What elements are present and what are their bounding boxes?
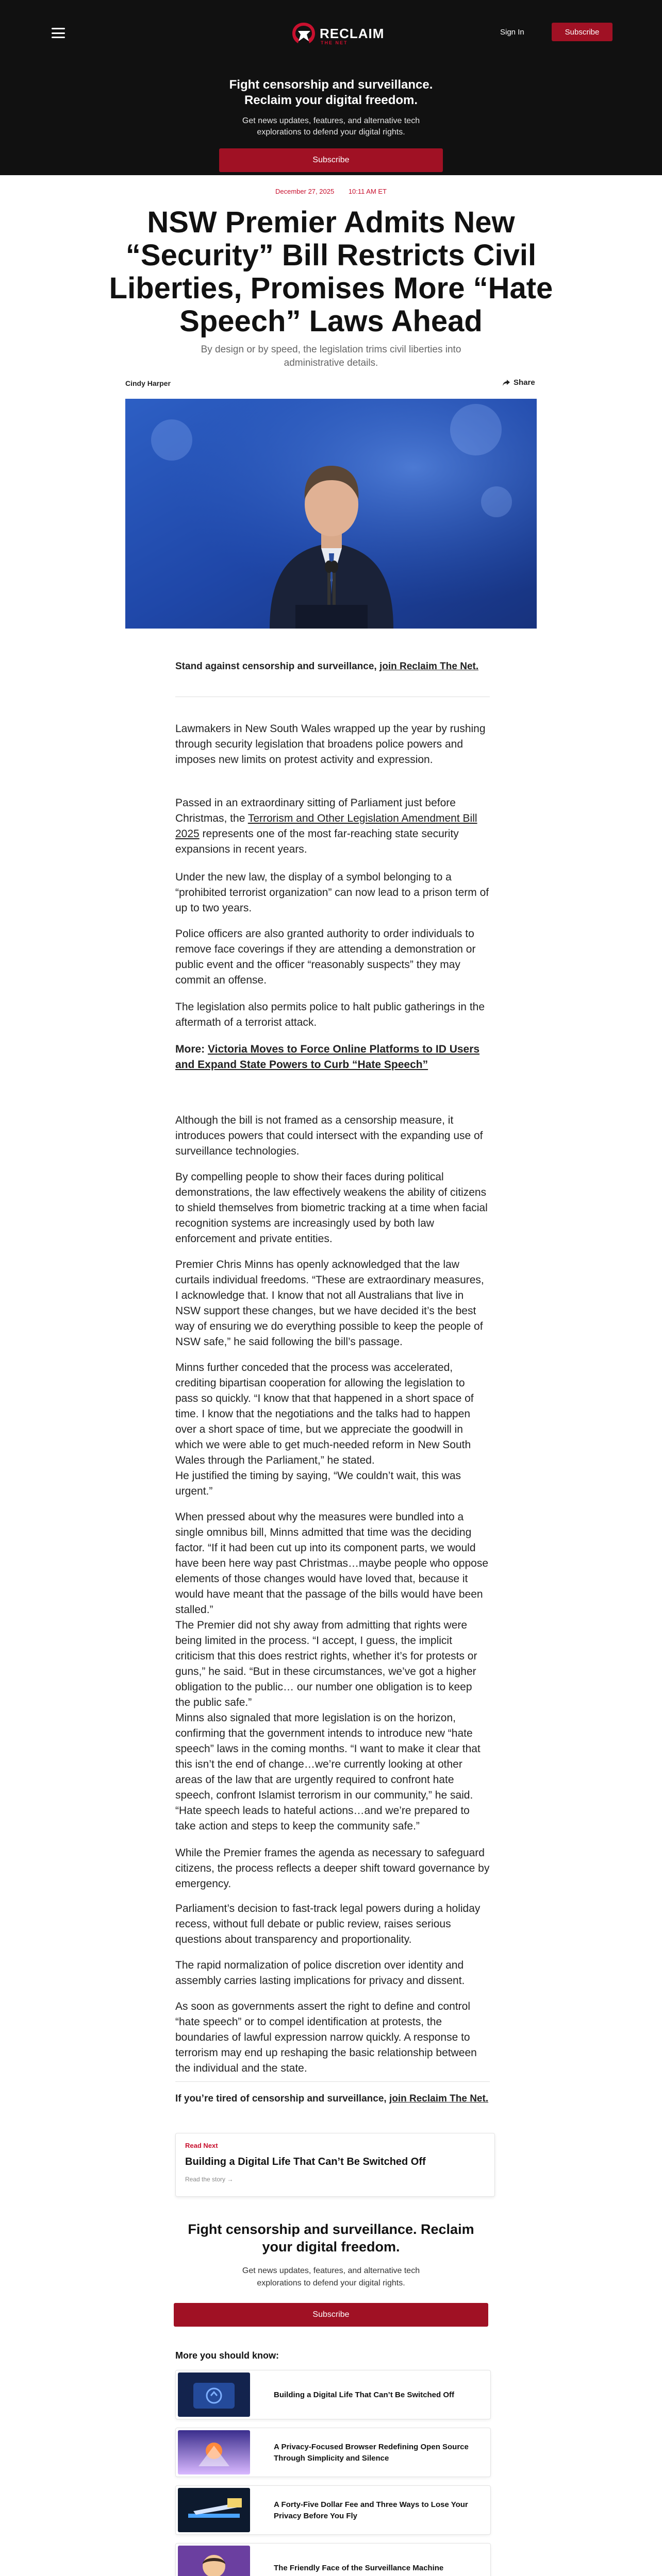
read-next-title: Building a Digital Life That Can’t Be Switched Off <box>185 2156 426 2167</box>
menu-icon[interactable] <box>52 28 65 38</box>
paragraph: Police officers are also granted authority to order individuals to remove face coverings if they are attending a demonstration or public event and the officer “reasonably suspects” they may commit an offense. <box>175 928 476 986</box>
paragraph: By compelling people to show their faces during political demonstrations, the law effectively weakens the ability of citizens to shield themselves from biometric tracking at a time when facial recognition systems are increasingly used by both law enforcement and private entities. <box>175 1171 488 1245</box>
related-card[interactable] <box>175 2370 491 2419</box>
more-you-should-know-title: More you should know: <box>175 2350 279 2361</box>
related-title: A Privacy-Focused Browser Redefining Open Source Through Simplicity and Silence <box>274 2443 469 2463</box>
paragraph: He justified the timing by saying, “We couldn’t wait, this was urgent.” <box>175 1470 461 1497</box>
read-next-label: Read Next <box>185 2142 218 2149</box>
cta-top <box>175 659 490 674</box>
hero-image <box>125 399 537 629</box>
paragraph: Minns further conceded that the process was accelerated, crediting bipartisan cooperation for allowing the legislation to pass so quickly. “I know that that happened in a short space of time. I know that the negotiations and the talks had to happen over a short space of time, but we appreciate the goodwill in which we were able to get much-needed reform in New South Wales through the Parliament,” he stated. <box>175 1362 474 1466</box>
sign-in-link[interactable]: Sign In <box>500 28 524 37</box>
join-link-top[interactable]: join Reclaim The Net. <box>379 661 479 672</box>
banner-text: Get news updates, features, and alternative tech explorations to defend your digital rights. <box>242 116 420 137</box>
paragraph: When pressed about why the measures were bundled into a single omnibus bill, Minns admitted that time was the deciding factor. “If it had been cut up into its component parts, we would have been here way past Christmas…maybe people who oppose elements of those changes would have loved that, because it would have meant that the passage of the bills would have been stalled.” <box>175 1511 489 1616</box>
read-next-card[interactable] <box>175 2133 495 2197</box>
brand-name: RECLAIM <box>320 26 385 41</box>
article-date: December 27, 2025 <box>275 188 335 195</box>
related-title: A Forty-Five Dollar Fee and Three Ways to Lose Your Privacy Before You Fly <box>274 2500 468 2520</box>
divider <box>175 2081 490 2082</box>
paragraph: The rapid normalization of police discretion over identity and assembly carries lasting implications for privacy and dissent. <box>175 1959 465 1987</box>
related-thumbnail <box>178 2546 250 2576</box>
related-card[interactable] <box>175 2428 491 2477</box>
cta-bottom <box>175 2092 490 2106</box>
share-icon <box>502 379 510 387</box>
related-card[interactable] <box>175 2485 491 2535</box>
reclaim-logo-icon <box>290 21 318 48</box>
site-nav <box>0 0 662 67</box>
share-label: Share <box>514 378 535 387</box>
paragraph-text: represents one of the most far-reaching state security expansions in recent years. <box>175 828 459 855</box>
paragraph: Under the new law, the display of a symbol belonging to a “prohibited terrorist organization” can now lead to a prison term of up to two years. <box>175 871 489 914</box>
more-label: More: <box>175 1043 208 1055</box>
bill-link[interactable]: Terrorism and Other Legislation Amendment Bill 2025 <box>175 812 477 840</box>
top-banner <box>0 0 662 175</box>
banner-subscribe-button[interactable]: Subscribe <box>219 148 443 172</box>
article-dateline <box>0 188 662 195</box>
related-title: Building a Digital Life That Can’t Be Switched Off <box>274 2391 455 2399</box>
related-card[interactable] <box>175 2543 491 2576</box>
paragraph: Lawmakers in New South Wales wrapped up the year by rushing through security legislation that broadens police powers and imposes new limits on protest activity and expression. <box>175 723 486 766</box>
article-title: NSW Premier Admits New “Security” Bill Restricts Civil Liberties, Promises More “Hate Speech” Laws Ahead <box>109 206 553 338</box>
paragraph: Premier Chris Minns has openly acknowledged that the law curtails individual freedoms. “These are extraordinary measures, I acknowledge that. I know that not all Australians that live in NSW support these changes, but we have decided it’s the best way of ensuring we do everything possible to keep the people of NSW safe,” he said following the bill’s passage. <box>175 1259 484 1348</box>
signup-headline: Fight censorship and surveillance. Reclaim your digital freedom. <box>188 2222 474 2255</box>
related-thumbnail <box>178 2430 250 2475</box>
paragraph-text: Passed in an extraordinary sitting of Parliament just before Christmas, the <box>175 797 456 824</box>
related-thumbnail <box>178 2372 250 2417</box>
related-thumbnail <box>178 2488 250 2532</box>
paragraph: The Premier did not shy away from admitting that rights were being limited in the process. “I accept, I guess, the implicit criticism that this does restrict rights, whether it’s for protests or guns,” he said. “But in these circumstances, we’ve got a higher obligation to the public… our number one obligation is to keep the public safe.” <box>175 1619 477 1708</box>
article-dek: By design or by speed, the legislation trims civil liberties into administrative details. <box>201 344 461 368</box>
related-title: The Friendly Face of the Surveillance Machine <box>274 2564 444 2572</box>
signup-text: Get news updates, features, and alternative tech explorations to defend your digital rights. <box>242 2266 420 2287</box>
newsletter-banner <box>0 77 662 172</box>
brand-subtitle: THE NET <box>321 40 348 45</box>
hero-photo-illustration <box>125 399 537 629</box>
paragraph: While the Premier frames the agenda as necessary to safeguard citizens, the process reflects a deeper shift toward governance by emergency. <box>175 1847 490 1890</box>
share-button[interactable] <box>502 378 535 387</box>
more-link-paragraph <box>175 1042 490 1073</box>
banner-headline: Fight censorship and surveillance. Reclaim your digital freedom. <box>229 78 433 107</box>
signup-subscribe-button[interactable]: Subscribe <box>174 2303 488 2327</box>
paragraph: Minns also signaled that more legislation is on the horizon, confirming that the government intends to introduce new “hate speech” laws in the coming months. “I want to make it clear that this isn’t the end of change…we’re currently looking at other areas of the law that are urgently required to confront hate speech, confront Islamist terrorism in our community,” he said. “Hate speech leads to hateful actions…and we’re prepared to take action and steps to keep the community safe.” <box>175 1712 481 1832</box>
cta-top-text: Stand against censorship and surveillance, <box>175 661 379 672</box>
article-time: 10:11 AM ET <box>348 188 387 195</box>
related-article-link[interactable]: Victoria Moves to Force Online Platforms to ID Users and Expand State Powers to Curb “Hate Speech” <box>175 1043 480 1071</box>
article-author: Cindy Harper <box>125 379 171 387</box>
header-subscribe-button[interactable]: Subscribe <box>552 23 613 41</box>
join-link-bottom[interactable]: join Reclaim The Net. <box>389 2093 489 2104</box>
paragraph: As soon as governments assert the right to define and control “hate speech” or to compel identification at protests, the boundaries of lawful expression narrow quickly. A response to terrorism may end up reshaping the basic relationship between the individual and the state. <box>175 2001 477 2074</box>
cta-bottom-text: If you’re tired of censorship and surveillance, <box>175 2093 389 2104</box>
paragraph: The legislation also permits police to halt public gatherings in the aftermath of a terrorist attack. <box>175 1001 485 1028</box>
newsletter-signup <box>0 2221 662 2327</box>
paragraph: Parliament’s decision to fast-track legal powers during a holiday recess, without full debate or public review, raises serious questions about transparency and proportionality. <box>175 1903 481 1945</box>
paragraph <box>175 795 490 857</box>
site-logo[interactable] <box>290 21 385 52</box>
paragraph: Although the bill is not framed as a censorship measure, it introduces powers that could intersect with the expanding use of surveillance technologies. <box>175 1114 483 1157</box>
read-next-link[interactable]: Read the story → <box>185 2176 234 2183</box>
